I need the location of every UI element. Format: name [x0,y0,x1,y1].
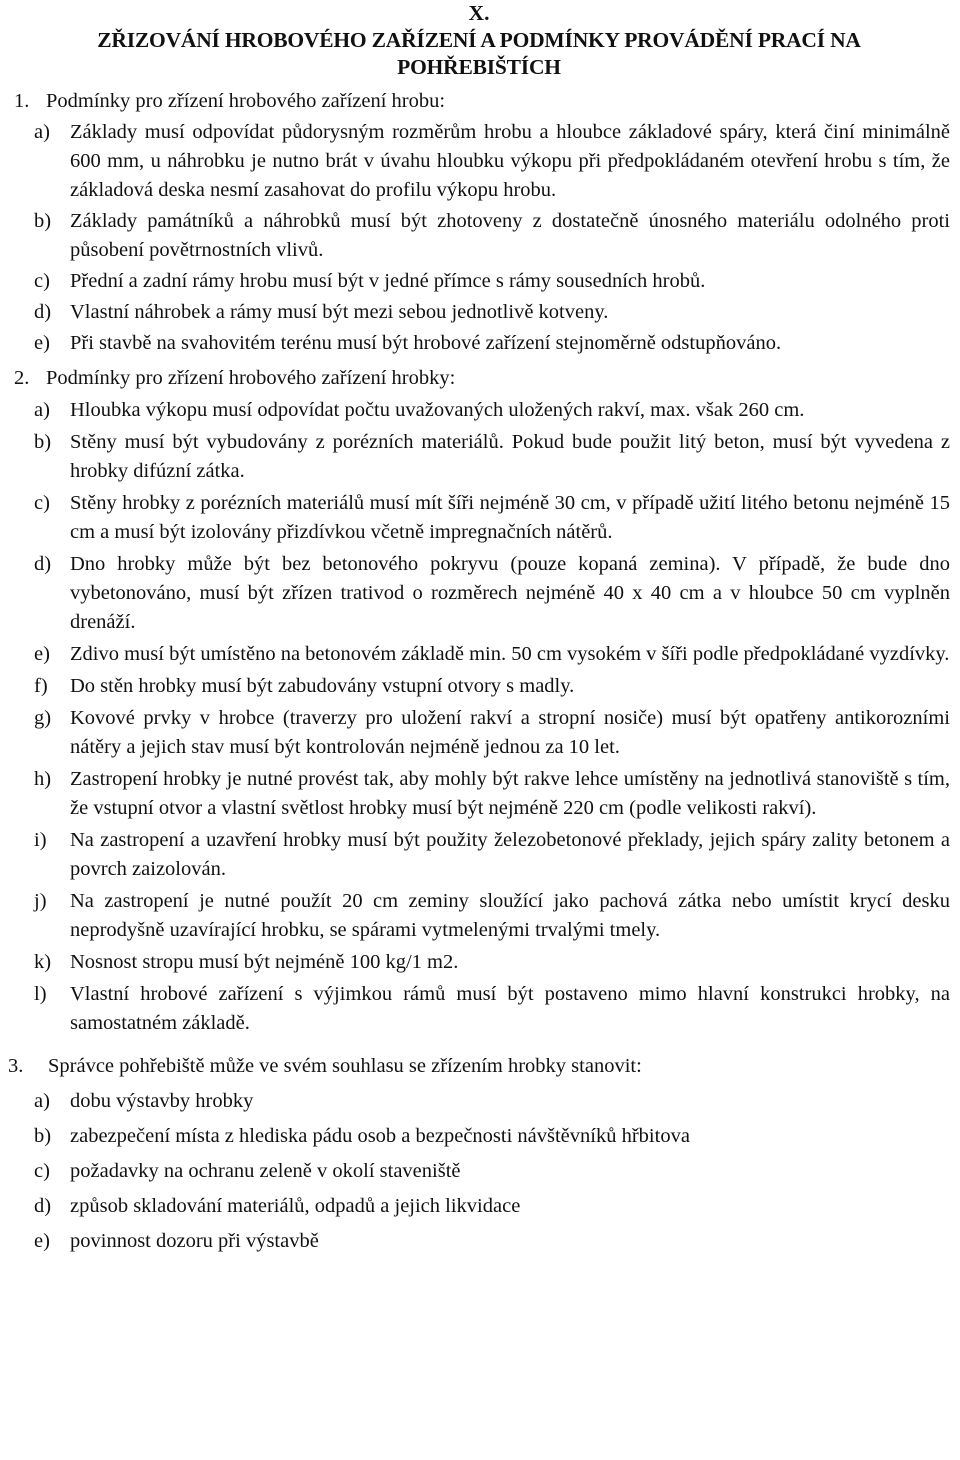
section-number: 1. [14,90,30,112]
list-item [8,267,950,296]
list-item [8,550,950,637]
item-label: b) [34,210,52,232]
list-item [8,1122,950,1151]
section-number: 2. [14,367,30,389]
item-text: Zastropení hrobky je nutné provést tak, aby mohly být rakve lehce umístěny na jednotlivá stanoviště s tím, že vstupní otvor a vlastní světlost hrobky musí být nejméně 220 cm (podle velikosti rakví). [70,768,950,819]
list-item [8,704,950,762]
list-item [8,207,950,265]
item-text: Dno hrobky může být bez betonového pokryvu (pouze kopaná zemina). V případě, že bude dno vybetonováno, musí být zřízen trativod o rozměrech nejméně 40 x 40 cm a v hloubce 50 cm vyplněn drenáží. [70,553,950,633]
item-label: h) [34,768,52,790]
list-item [8,428,950,486]
item-label: d) [34,553,52,575]
item-text: Přední a zadní rámy hrobu musí být v jedné přímce s rámy sousedních hrobů. [70,270,706,292]
list-item [8,980,950,1038]
section-title: Správce pohřebiště může ve svém souhlasu se zřízením hrobky stanovit: [48,1055,642,1077]
chapter-title-line-1: ZŘIZOVÁNÍ HROBOVÉHO ZAŘÍZENÍ A PODMÍNKY PROVÁDĚNÍ PRACÍ NA [97,28,861,52]
item-text: Stěny musí být vybudovány z porézních materiálů. Pokud bude použit litý beton, musí být vyvedena z hrobky difúzní zátka. [70,431,950,482]
section-1 [8,87,950,358]
item-text: způsob skladování materiálů, odpadů a jejich likvidace [70,1195,521,1217]
list-item [8,640,950,669]
item-text: Stěny hrobky z porézních materiálů musí mít šíři nejméně 30 cm, v případě užití litého betonu nejméně 15 cm a musí být izolovány přizdívkou včetně impregnačních nátěrů. [70,492,950,543]
item-text: Při stavbě na svahovitém terénu musí být hrobové zařízení stejnoměrně odstupňováno. [70,332,782,354]
item-label: e) [34,332,50,354]
list-item [8,765,950,823]
section-heading [8,1052,950,1081]
item-label: c) [34,270,50,292]
list-item [8,298,950,327]
chapter-number: X. [468,1,490,25]
item-text: Do stěn hrobky musí být zabudovány vstupní otvory s madly. [70,675,575,697]
item-label: a) [34,399,50,421]
item-label: i) [34,829,47,851]
item-label: c) [34,1160,50,1182]
section-title: Podmínky pro zřízení hrobového zařízení hrobky: [46,367,456,389]
item-text: zabezpečení místa z hlediska pádu osob a bezpečnosti návštěvníků hřbitova [70,1125,690,1147]
list-item [8,1227,950,1256]
item-label: j) [34,890,47,912]
item-text: Hloubka výkopu musí odpovídat počtu uvažovaných uložených rakví, max. však 260 cm. [70,399,805,421]
section-3 [8,1052,950,1256]
section-number: 3. [8,1055,24,1077]
item-label: b) [34,1125,52,1147]
item-text: Na zastropení a uzavření hrobky musí být použity železobetonové překlady, jejich spáry zality betonem a povrch zaizolován. [70,829,950,880]
section-2 [8,364,950,1038]
item-text: Kovové prvky v hrobce (traverzy pro uložení rakví a stropní nosiče) musí být opatřeny antikorozními nátěry a jejich stav musí být kontrolován nejméně jednou za 10 let. [70,707,950,758]
item-text: Základy památníků a náhrobků musí být zhotoveny z dostatečně únosného materiálu odolného proti působení povětrnostních vlivů. [70,210,950,261]
item-text: Základy musí odpovídat půdorysným rozměrům hrobu a hloubce základové spáry, která činí minimálně 600 mm, u náhrobku je nutno brát v úvahu hloubku výkopu při předpokládaném otevření hrobu s tím, že základová deska nesmí zasahovat do profilu výkopu hrobu. [70,121,950,201]
item-label: g) [34,707,52,729]
item-text: Vlastní náhrobek a rámy musí být mezi sebou jednotlivě kotveny. [70,301,609,323]
item-label: e) [34,1230,50,1252]
item-label: c) [34,492,50,514]
chapter-title-line-2: POHŘEBIŠTÍCH [397,55,561,79]
item-text: Zdivo musí být umístěno na betonovém základě min. 50 cm vysokém v šíři podle předpokládané vyzdívky. [70,643,950,665]
list-item [8,887,950,945]
item-label: e) [34,643,50,665]
list-item [8,118,950,205]
item-label: a) [34,121,50,143]
section-heading [8,364,950,393]
section-title: Podmínky pro zřízení hrobového zařízení hrobu: [46,90,446,112]
item-label: l) [34,983,47,1005]
list-item [8,948,950,977]
list-item [8,826,950,884]
item-text: Nosnost stropu musí být nejméně 100 kg/1 m2. [70,951,459,973]
item-text: Vlastní hrobové zařízení s výjimkou rámů musí být postaveno mimo hlavní konstrukci hrobky, na samostatném základě. [70,983,950,1034]
item-label: a) [34,1090,50,1112]
item-text: dobu výstavby hrobky [70,1090,254,1112]
item-label: k) [34,951,52,973]
list-item [8,1192,950,1221]
list-item [8,1087,950,1116]
item-text: Na zastropení je nutné použít 20 cm zeminy sloužící jako pachová zátka nebo umístit krycí desku neprodyšně uzavírající hrobku, se spárami vytmelenými trvalými tmely. [70,890,950,941]
list-item [8,672,950,701]
list-item [8,489,950,547]
item-label: d) [34,301,52,323]
item-label: f) [34,675,48,697]
section-heading [8,87,950,116]
list-item [8,1157,950,1186]
chapter-heading [8,0,950,81]
item-label: d) [34,1195,52,1217]
item-text: požadavky na ochranu zeleně v okolí staveniště [70,1160,461,1182]
list-item [8,329,950,358]
item-label: b) [34,431,52,453]
item-text: povinnost dozoru při výstavbě [70,1230,319,1252]
list-item [8,396,950,425]
